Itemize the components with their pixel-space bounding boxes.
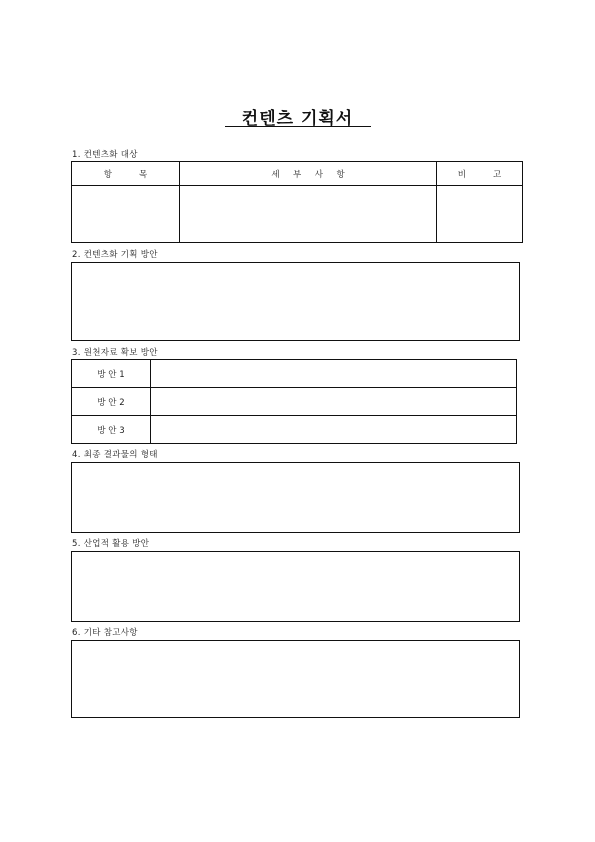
method-2-label: 방 안 2 [72,388,151,416]
source-material-table [71,359,517,444]
other-notes-box[interactable] [71,640,520,718]
document-title: 컨텐츠 기획서 [241,109,354,129]
header-note: 비 고 [437,162,523,186]
header-item: 항 목 [72,162,180,186]
section-3-label: 3. 원천자료 확보 방안 [72,348,158,358]
method-1-label: 방 안 1 [72,360,151,388]
content-target-table [71,161,523,243]
header-detail: 세 부 사 항 [180,162,437,186]
method-3-label: 방 안 3 [72,416,151,444]
note-input-cell[interactable] [437,186,523,243]
section-1-label: 1. 컨텐츠화 대상 [72,150,138,160]
section-2-label: 2. 컨텐츠화 기획 방안 [72,250,158,260]
method-2-input-cell[interactable] [151,388,517,416]
detail-input-cell[interactable] [180,186,437,243]
section-6-label: 6. 기타 참고사항 [72,628,138,638]
final-output-box[interactable] [71,462,520,533]
section-4-label: 4. 최종 결과물의 형태 [72,450,158,460]
method-3-input-cell[interactable] [151,416,517,444]
planning-method-box[interactable] [71,262,520,341]
industrial-use-box[interactable] [71,551,520,622]
section-5-label: 5. 산업적 활용 방안 [72,539,150,549]
item-input-cell[interactable] [72,186,180,243]
title-underline [225,126,371,127]
method-1-input-cell[interactable] [151,360,517,388]
